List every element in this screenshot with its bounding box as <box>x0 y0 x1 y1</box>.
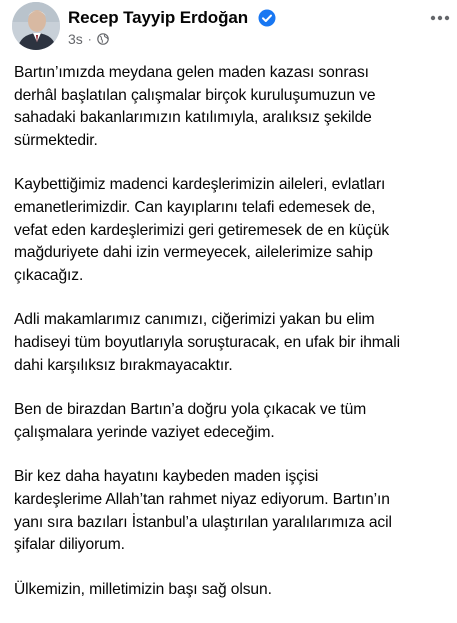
profile-photo-icon <box>12 2 60 50</box>
post-meta <box>68 31 109 47</box>
more-options-button[interactable] <box>425 6 455 30</box>
post-paragraph: Kaybettiğimiz madenci kardeşlerimizin aileleri, evlatları emanetlerimizdir. Can kayıplarını telafi edemesek de, vefat eden kardeşlerimizi geri getiremesek de en küçük mağduriyete dahi izin vermeyecek, ailelerimize sahip çıkacağız. <box>14 176 390 284</box>
post-paragraph: Adli makamlarımız canımızı, ciğerimizi yakan bu elim hadiseyi tüm boyutlarıyla soruşturacak, en ufak bir ihmali dahi karşılıksız bırakmayacaktır. <box>14 311 400 374</box>
globe-icon <box>97 33 109 45</box>
verified-badge-icon <box>258 9 276 27</box>
post-paragraph: Ben de birazdan Bartın’a doğru yola çıkacak ve tüm çalışmalara yerinde vaziyet edeceğim. <box>14 401 367 441</box>
post-body <box>14 62 446 623</box>
meta-separator: · <box>87 32 92 46</box>
post-timestamp[interactable]: 3s <box>68 31 83 47</box>
post-paragraph: Bartın’ımızda meydana gelen maden kazası sonrası derhâl başlatılan çalışmalar birçok kuruluşumuzun ve sahadaki bakanlarımızın katılımıyla, aralıksız şekilde sürmektedir. <box>14 64 376 149</box>
more-horizontal-icon <box>430 15 450 21</box>
avatar[interactable] <box>12 2 60 50</box>
post-paragraph: Ülkemizin, milletimizin başı sağ olsun. <box>14 580 272 598</box>
author-name[interactable]: Recep Tayyip Erdoğan <box>68 8 249 27</box>
post-header <box>12 2 445 52</box>
post-paragraph: Bir kez daha hayatını kaybeden maden işçisi kardeşlerime Allah’tan rahmet niyaz ediyorum. Bartın’ın yanı sıra bazıları İstanbul’a ulaştırılan yaralılarımıza acil şifalar diliyorum. <box>14 468 392 554</box>
